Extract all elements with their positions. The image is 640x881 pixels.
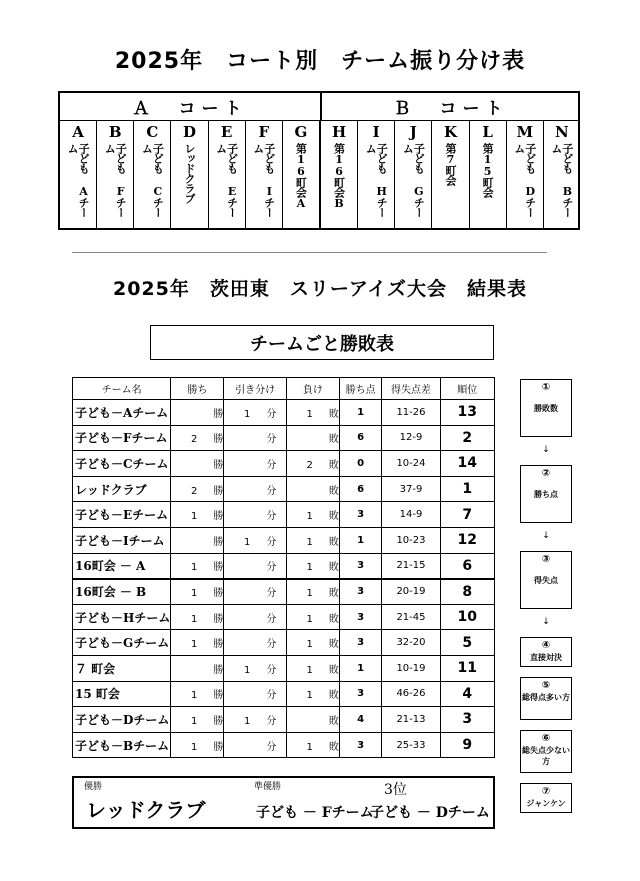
loss-cell-unit: 敗 xyxy=(328,562,339,574)
points-cell: 3 xyxy=(339,681,382,707)
win-cell xyxy=(171,630,224,656)
tiebreak-step xyxy=(520,637,572,667)
draw-cell xyxy=(224,707,287,733)
loss-cell-value: 2 xyxy=(306,459,313,471)
winners-box xyxy=(72,776,495,829)
loss-cell xyxy=(286,604,339,630)
header-loss: 負け xyxy=(286,378,339,400)
loss-cell-unit: 敗 xyxy=(328,664,339,676)
draw-cell-unit: 分 xyxy=(266,588,277,600)
draw-cell-value: 1 xyxy=(243,715,251,727)
win-cell-unit: 勝 xyxy=(213,613,224,625)
team-name-cell: 子ども－Fチーム xyxy=(73,425,171,451)
third-label: 3位 xyxy=(384,782,407,798)
win-cell xyxy=(171,527,224,553)
third-name: 子ども － Dチーム xyxy=(370,805,490,821)
court-column-letter: F xyxy=(258,123,270,141)
loss-cell-unit: 敗 xyxy=(328,741,339,753)
court-column xyxy=(209,121,246,230)
win-cell-unit: 勝 xyxy=(213,741,224,753)
team-name-cell: 子ども－Eチーム xyxy=(73,502,171,528)
draw-cell-unit: 分 xyxy=(266,562,277,574)
table-row xyxy=(73,425,495,451)
draw-cell xyxy=(224,604,287,630)
loss-cell-value: 1 xyxy=(306,511,313,523)
draw-cell xyxy=(224,400,287,426)
draw-cell xyxy=(224,732,287,758)
draw-cell-value: 1 xyxy=(243,536,251,548)
loss-cell-unit: 敗 xyxy=(328,459,339,471)
loss-cell-unit: 敗 xyxy=(328,715,339,727)
loss-cell xyxy=(286,425,339,451)
court-column-letter: B xyxy=(108,123,122,141)
win-cell xyxy=(171,681,224,707)
page-title: 2025年 コート別 チーム振り分け表 xyxy=(114,49,526,74)
loss-cell xyxy=(286,681,339,707)
loss-cell xyxy=(286,655,339,681)
header-win: 勝ち xyxy=(171,378,224,400)
court-column-team: 第7町会 xyxy=(443,143,457,185)
loss-cell-unit: 敗 xyxy=(328,639,339,651)
team-name-cell: 16町会 － B xyxy=(73,579,171,605)
draw-cell-unit: 分 xyxy=(266,715,277,727)
first-label: 優勝 xyxy=(84,782,103,792)
loss-cell-unit: 敗 xyxy=(328,690,339,702)
rank-cell: 9 xyxy=(440,732,494,758)
diff-cell: 10-23 xyxy=(382,527,440,553)
diff-cell: 11-26 xyxy=(382,400,440,426)
win-cell-unit: 勝 xyxy=(213,664,224,676)
court-a-header: Ａ コート xyxy=(60,93,322,120)
diff-cell: 14-9 xyxy=(382,502,440,528)
loss-cell-unit: 敗 xyxy=(328,588,339,600)
win-cell xyxy=(171,732,224,758)
court-column-team: 子ども Iチーム xyxy=(251,143,276,217)
rank-cell: 14 xyxy=(440,451,494,477)
tiebreak-step-label: 勝敗数 xyxy=(534,404,558,413)
diff-cell: 12-9 xyxy=(382,425,440,451)
court-column-letter: G xyxy=(294,123,308,141)
draw-cell-value: 1 xyxy=(243,408,251,420)
rank-cell: 3 xyxy=(440,707,494,733)
loss-cell xyxy=(286,502,339,528)
court-column-team: 第16町会A xyxy=(294,143,308,209)
court-b-header: Ｂ コート xyxy=(393,99,509,119)
table-row xyxy=(73,655,495,681)
win-cell-unit: 勝 xyxy=(213,485,224,497)
win-cell-unit: 勝 xyxy=(213,690,224,702)
diff-cell: 21-45 xyxy=(382,604,440,630)
loss-cell-unit: 敗 xyxy=(328,511,339,523)
draw-cell xyxy=(224,553,287,579)
draw-cell-unit: 分 xyxy=(266,485,277,497)
table-row xyxy=(73,707,495,733)
diff-cell: 46-26 xyxy=(382,681,440,707)
points-cell: 6 xyxy=(339,425,382,451)
header-points: 勝ち点 xyxy=(339,378,382,400)
court-column-letter: J xyxy=(409,123,417,141)
header-rank: 順位 xyxy=(440,378,494,400)
court-assignment-table xyxy=(58,91,580,230)
draw-cell xyxy=(224,451,287,477)
loss-cell xyxy=(286,553,339,579)
table-row xyxy=(73,400,495,426)
win-cell-unit: 勝 xyxy=(213,459,224,471)
diff-cell: 10-24 xyxy=(382,451,440,477)
tiebreak-step xyxy=(520,730,572,773)
points-cell: 1 xyxy=(339,400,382,426)
rank-cell: 11 xyxy=(440,655,494,681)
table-row xyxy=(73,604,495,630)
win-cell-value: 2 xyxy=(190,434,198,446)
rank-cell: 12 xyxy=(440,527,494,553)
court-column-letter: L xyxy=(482,123,493,141)
table-row xyxy=(73,502,495,528)
win-cell-value: 2 xyxy=(190,485,198,497)
court-column-letter: E xyxy=(220,123,233,141)
tiebreak-step-number: ⑦ xyxy=(541,786,551,797)
court-column xyxy=(395,121,432,230)
loss-cell-value: 1 xyxy=(306,536,313,548)
loss-cell xyxy=(286,527,339,553)
court-column-letter: A xyxy=(72,123,84,141)
team-name-cell: 子ども－Iチーム xyxy=(73,527,171,553)
second-name: 子ども － Fチーム xyxy=(256,805,374,821)
team-name-cell: 子ども－Gチーム xyxy=(73,630,171,656)
win-cell-unit: 勝 xyxy=(213,434,224,446)
loss-cell-value: 1 xyxy=(306,639,313,651)
diff-cell: 25-33 xyxy=(382,732,440,758)
team-name-cell: ７ 町会 xyxy=(73,655,171,681)
court-column xyxy=(544,121,580,230)
win-cell-value: 1 xyxy=(190,562,198,574)
team-name-cell: レッドクラブ xyxy=(73,476,171,502)
tiebreak-step-number: ③ xyxy=(541,554,551,565)
loss-cell-value: 1 xyxy=(306,562,313,574)
loss-cell-value: 1 xyxy=(306,613,313,625)
court-columns xyxy=(60,120,580,230)
win-cell-value: 1 xyxy=(190,690,198,702)
draw-cell-unit: 分 xyxy=(266,664,277,676)
points-cell: 3 xyxy=(339,579,382,605)
points-cell: 0 xyxy=(339,451,382,477)
tiebreak-step-number: ⑤ xyxy=(541,680,551,691)
header-draw: 引き分け xyxy=(224,378,287,400)
court-column-letter: C xyxy=(146,123,159,141)
court-column-letter: M xyxy=(516,123,534,141)
court-column-team: 子ども Gチーム xyxy=(401,143,426,217)
loss-cell xyxy=(286,476,339,502)
tiebreak-step-number: ④ xyxy=(541,640,551,651)
court-column-team: 第15町会 xyxy=(481,143,495,197)
draw-cell-unit: 分 xyxy=(266,434,277,446)
court-column-team: 子ども Eチーム xyxy=(214,143,239,217)
draw-cell xyxy=(224,425,287,451)
loss-cell xyxy=(286,630,339,656)
loss-cell-unit: 敗 xyxy=(328,536,339,548)
table-row xyxy=(73,451,495,477)
win-cell xyxy=(171,502,224,528)
draw-cell-unit: 分 xyxy=(266,408,277,420)
win-cell-unit: 勝 xyxy=(213,562,224,574)
tiebreak-step xyxy=(520,783,572,813)
win-cell xyxy=(171,425,224,451)
court-column-team: 子ども Fチーム xyxy=(103,143,128,217)
draw-cell xyxy=(224,502,287,528)
draw-cell xyxy=(224,681,287,707)
table-row xyxy=(73,732,495,758)
loss-cell-unit: 敗 xyxy=(328,434,339,446)
header-team: チーム名 xyxy=(73,378,171,400)
team-name-cell: 16町会 － A xyxy=(73,553,171,579)
tiebreak-step xyxy=(520,379,572,437)
results-title: 2025年 茨田東 スリーアイズ大会 結果表 xyxy=(112,278,528,300)
win-cell-unit: 勝 xyxy=(213,639,224,651)
points-cell: 3 xyxy=(339,502,382,528)
win-cell xyxy=(171,476,224,502)
loss-cell xyxy=(286,732,339,758)
loss-cell xyxy=(286,707,339,733)
rank-cell: 7 xyxy=(440,502,494,528)
draw-cell xyxy=(224,579,287,605)
win-cell-unit: 勝 xyxy=(213,715,224,727)
win-cell-value: 1 xyxy=(190,715,198,727)
tiebreak-step xyxy=(520,465,572,523)
tiebreak-step-label: 総失点少ない方 xyxy=(522,746,570,766)
loss-cell xyxy=(286,451,339,477)
table-row xyxy=(73,681,495,707)
court-column-team: 子ども Dチーム xyxy=(512,143,537,217)
rank-cell: 10 xyxy=(440,604,494,630)
rank-cell: 6 xyxy=(440,553,494,579)
tiebreak-step-number: ② xyxy=(541,468,551,479)
diff-cell: 32-20 xyxy=(382,630,440,656)
points-cell: 3 xyxy=(339,732,382,758)
rank-cell: 8 xyxy=(440,579,494,605)
court-column-team: 子ども Hチーム xyxy=(364,143,389,217)
court-column xyxy=(60,121,97,230)
draw-cell xyxy=(224,655,287,681)
team-name-cell: 15 町会 xyxy=(73,681,171,707)
first-name: レッドクラブ xyxy=(86,798,206,822)
draw-cell-unit: 分 xyxy=(266,613,277,625)
court-column-team: 子ども Bチーム xyxy=(549,143,574,217)
points-cell: 1 xyxy=(339,655,382,681)
diff-cell: 21-15 xyxy=(382,553,440,579)
loss-cell-value: 1 xyxy=(306,741,313,753)
loss-cell-value: 1 xyxy=(306,588,313,600)
loss-cell-value: 1 xyxy=(306,664,313,676)
court-column-team: レッドクラブ xyxy=(182,143,196,203)
win-cell xyxy=(171,707,224,733)
results-table xyxy=(72,377,495,758)
tiebreak-step-number: ⑥ xyxy=(541,733,551,744)
points-cell: 3 xyxy=(339,553,382,579)
draw-cell xyxy=(224,476,287,502)
court-column-letter: H xyxy=(331,123,347,141)
points-cell: 6 xyxy=(339,476,382,502)
tiebreak-step-label: 得失点 xyxy=(534,576,558,585)
win-cell xyxy=(171,451,224,477)
win-cell-value: 1 xyxy=(190,613,198,625)
tiebreak-step-label: 勝ち点 xyxy=(534,490,558,499)
diff-cell: 20-19 xyxy=(382,579,440,605)
court-column-letter: K xyxy=(443,123,457,141)
loss-cell-unit: 敗 xyxy=(328,613,339,625)
win-cell-unit: 勝 xyxy=(213,536,224,548)
win-cell-unit: 勝 xyxy=(213,588,224,600)
team-name-cell: 子ども－Bチーム xyxy=(73,732,171,758)
header-diff: 得失点差 xyxy=(382,378,440,400)
rank-cell: 1 xyxy=(440,476,494,502)
draw-cell-value: 1 xyxy=(243,664,251,676)
rank-cell: 5 xyxy=(440,630,494,656)
table-row xyxy=(73,630,495,656)
points-cell: 4 xyxy=(339,707,382,733)
win-cell-value: 1 xyxy=(190,639,198,651)
court-column xyxy=(171,121,208,230)
points-cell: 3 xyxy=(339,604,382,630)
draw-cell xyxy=(224,630,287,656)
tiebreak-step-label: 直接対決 xyxy=(530,653,562,662)
loss-cell-value: 1 xyxy=(306,408,313,420)
tiebreak-step-number: ① xyxy=(541,382,551,393)
draw-cell xyxy=(224,527,287,553)
court-column-letter: D xyxy=(182,123,196,141)
win-cell-unit: 勝 xyxy=(213,511,224,523)
court-column xyxy=(470,121,507,230)
win-cell xyxy=(171,579,224,605)
draw-cell-unit: 分 xyxy=(266,639,277,651)
loss-cell xyxy=(286,400,339,426)
court-column-letter: N xyxy=(555,123,569,141)
tiebreak-step xyxy=(520,551,572,609)
court-column xyxy=(283,121,321,230)
rank-cell: 4 xyxy=(440,681,494,707)
court-column-team: 子ども Aチーム xyxy=(66,143,91,217)
court-column-team: 子ども Cチーム xyxy=(140,143,165,217)
court-column xyxy=(246,121,283,230)
tiebreak-step xyxy=(520,677,572,720)
draw-cell-unit: 分 xyxy=(266,741,277,753)
win-cell xyxy=(171,553,224,579)
court-column xyxy=(432,121,469,230)
court-column-team: 第16町会B xyxy=(332,143,346,209)
court-column xyxy=(97,121,134,230)
win-cell-value: 1 xyxy=(190,588,198,600)
tiebreak-step-label: 総得点多い方 xyxy=(522,693,570,702)
table-row xyxy=(73,579,495,605)
team-name-cell: 子ども－Hチーム xyxy=(73,604,171,630)
down-arrow-icon: ↓ xyxy=(542,445,550,455)
team-name-cell: 子ども－Cチーム xyxy=(73,451,171,477)
draw-cell-unit: 分 xyxy=(266,511,277,523)
diff-cell: 21-13 xyxy=(382,707,440,733)
diff-cell: 10-19 xyxy=(382,655,440,681)
win-cell xyxy=(171,655,224,681)
court-column xyxy=(358,121,395,230)
diff-cell: 37-9 xyxy=(382,476,440,502)
table-row xyxy=(73,553,495,579)
loss-cell-unit: 敗 xyxy=(328,408,339,420)
win-cell-unit: 勝 xyxy=(213,408,224,420)
loss-cell-value: 1 xyxy=(306,690,313,702)
points-cell: 1 xyxy=(339,527,382,553)
team-name-cell: 子ども－Aチーム xyxy=(73,400,171,426)
win-cell xyxy=(171,400,224,426)
court-column-letter: I xyxy=(372,123,380,141)
draw-cell-unit: 分 xyxy=(266,536,277,548)
divider xyxy=(72,252,547,253)
results-subtitle: チームごと勝敗表 xyxy=(150,325,494,360)
win-cell xyxy=(171,604,224,630)
rank-cell: 13 xyxy=(440,400,494,426)
loss-cell xyxy=(286,579,339,605)
down-arrow-icon: ↓ xyxy=(542,617,550,627)
win-cell-value: 1 xyxy=(190,511,198,523)
table-row xyxy=(73,527,495,553)
court-column xyxy=(507,121,544,230)
loss-cell-unit: 敗 xyxy=(328,485,339,497)
court-column xyxy=(134,121,171,230)
results-header-row xyxy=(73,378,495,400)
second-label: 準優勝 xyxy=(254,782,282,792)
rank-cell: 2 xyxy=(440,425,494,451)
win-cell-value: 1 xyxy=(190,741,198,753)
down-arrow-icon: ↓ xyxy=(542,531,550,541)
court-column xyxy=(321,121,358,230)
team-name-cell: 子ども－Dチーム xyxy=(73,707,171,733)
tiebreak-step-label: ジャンケン xyxy=(526,799,566,808)
draw-cell-unit: 分 xyxy=(266,459,277,471)
draw-cell-unit: 分 xyxy=(266,690,277,702)
table-row xyxy=(73,476,495,502)
points-cell: 3 xyxy=(339,630,382,656)
